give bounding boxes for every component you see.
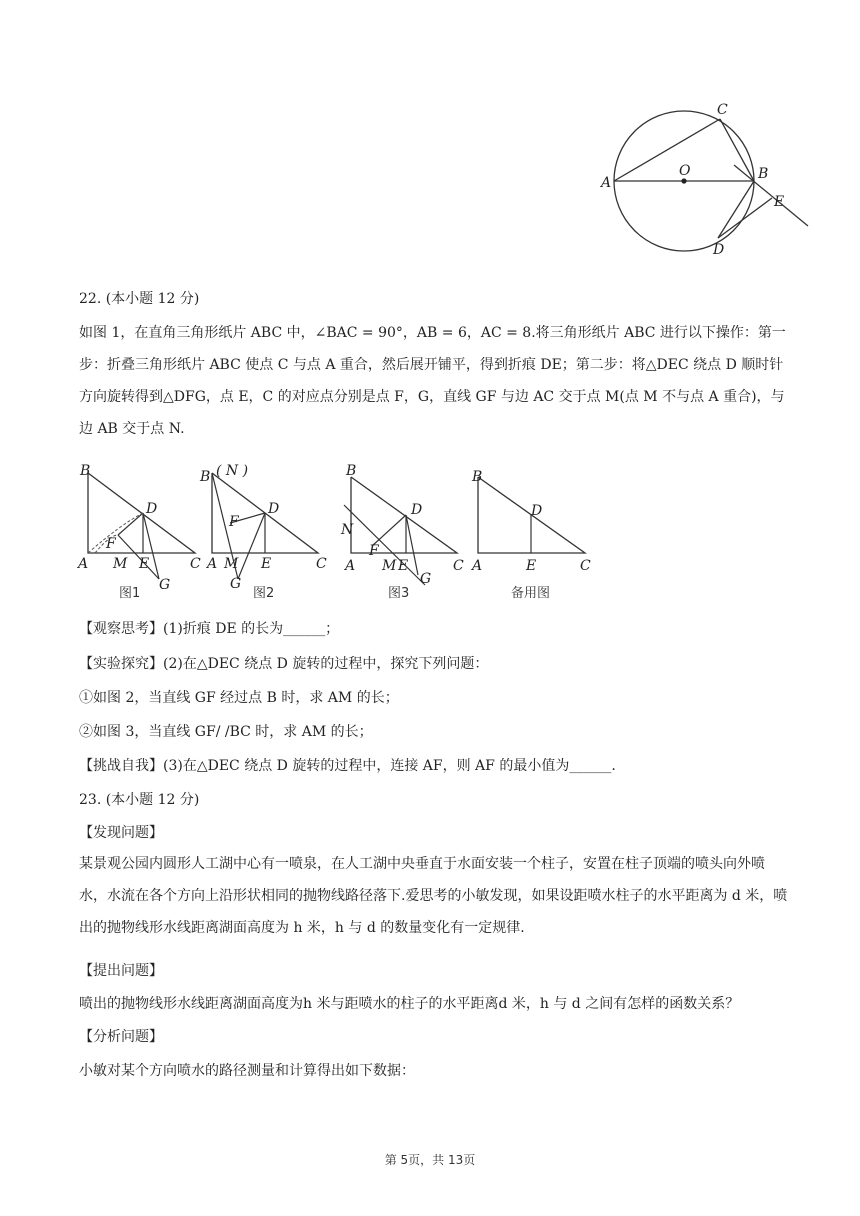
fig1-label-f: F — [106, 536, 116, 552]
chord-ac — [614, 119, 720, 181]
label-b: B — [758, 166, 769, 182]
fig2-label-c: C — [316, 556, 327, 572]
q22-explore-title: 【实验探究】(2)在△DEC 绕点 D 旋转的过程中，探究下列问题： — [79, 656, 489, 672]
label-o: O — [679, 163, 691, 179]
fig3-label-b: B — [346, 463, 357, 479]
fig3-label-m: M — [382, 558, 397, 574]
fig4-label-c: C — [580, 558, 591, 574]
fig1-label-c: C — [190, 556, 201, 572]
label-c: C — [717, 102, 728, 118]
q22-challenge: 【挑战自我】(3)在△DEC 绕点 D 旋转的过程中，连接 AF，则 AF 的最小值为______. — [79, 758, 616, 774]
fig3-label-f: F — [369, 543, 379, 559]
fig1-label-a: A — [78, 556, 89, 572]
q23-analyze-body: 小敏对某个方向喷水的路径测量和计算得出如下数据： — [79, 1063, 415, 1079]
fig3-label-g: G — [420, 571, 432, 587]
fig4-label-e: E — [526, 558, 537, 574]
q22-body: 如图 1，在直角三角形纸片 ABC 中，∠BAC = 90°，AB = 6，AC = 8.将三角形纸片 ABC 进行以下操作：第一步：折叠三角形纸片 ABC 使点 C 与点 A 重合，然后展开铺平，得到折痕 DE；第二步：将△DEC 绕点 D 顺时针方向旋转得到△DFG，点 E，C 的对应点分别是点 F，G，直线 GF 与边 AC 交于点 M(点 M 不与点 A 重合)，与边 AB 交于点 N. — [79, 325, 786, 437]
q22-explore-1: ①如图 2，当直线 GF 经过点 B 时，求 AM 的长； — [79, 690, 399, 706]
circle-figure — [0, 0, 860, 270]
fig1-label-b: B — [80, 463, 91, 479]
fig4-label-b: B — [472, 469, 483, 485]
fig2-label-m: M — [224, 556, 239, 572]
fig3-label-a: A — [345, 558, 356, 574]
fig2-label-g: G — [230, 576, 242, 592]
figure-2 — [199, 463, 327, 601]
page-footer: 第 5页，共 13页 — [384, 1153, 476, 1167]
fig3-label-e: E — [398, 558, 409, 574]
fig3-label-d: D — [411, 502, 423, 518]
fig1-caption: 图1 — [119, 586, 141, 601]
fig3-caption: 图3 — [388, 586, 410, 601]
center-point — [681, 178, 686, 183]
fig3-label-n: N — [341, 522, 354, 538]
fig4-label-a: A — [472, 558, 483, 574]
q22-observe: 【观察思考】(1)折痕 DE 的长为______； — [79, 621, 340, 637]
fig1-label-e: E — [139, 556, 150, 572]
q23-discover-body: 某景观公园内圆形人工湖中心有一喷泉，在人工湖中央垂直于水面安装一个柱子，安置在柱子顶端的喷头向外喷水，水流在各个方向上沿形状相同的抛物线路径落下.爱思考的小敏发现，如果设距喷水柱子的水平距离为 d 米，喷出的抛物线形水线距离湖面高度为 h 米，h 与 d 的数量变化有一定规律. — [79, 856, 788, 936]
fig2-label-n: ( N ) — [216, 463, 249, 479]
fig2-label-d: D — [268, 501, 280, 517]
fig3-label-c: C — [453, 558, 464, 574]
fig2-label-f: F — [229, 514, 239, 530]
chord-cb — [720, 119, 754, 181]
fig1-label-d: D — [146, 501, 158, 517]
q23-ask-body: 喷出的抛物线形水线距离湖面高度为h 米与距喷水的柱子的水平距离d 米，h 与 d 之间有怎样的函数关系？ — [79, 996, 740, 1012]
label-a: A — [601, 175, 612, 191]
q23-discover-title: 【发现问题】 — [79, 825, 163, 841]
q22-heading: 22. (本小题 12 分) — [79, 291, 200, 307]
q22-explore-2: ②如图 3，当直线 GF/ /BC 时，求 AM 的长； — [79, 724, 373, 740]
figure-4 — [470, 469, 591, 601]
fig2-label-a: A — [207, 556, 218, 572]
fig1-label-g: G — [159, 577, 171, 593]
q22-figures — [0, 455, 860, 605]
q23-analyze-title: 【分析问题】 — [79, 1029, 163, 1045]
figure-1 — [76, 463, 201, 601]
label-e: E — [774, 194, 785, 210]
fig1-label-m: M — [113, 556, 128, 572]
fig2-caption: 图2 — [253, 586, 275, 601]
fig4-label-d: D — [531, 503, 543, 519]
q23-ask-title: 【提出问题】 — [79, 963, 163, 979]
fig4-caption: 备用图 — [511, 586, 551, 601]
fig2-label-b: B — [200, 469, 211, 485]
figure-3 — [340, 463, 464, 601]
label-d: D — [713, 242, 725, 258]
fig2-label-e: E — [261, 556, 272, 572]
q23-heading: 23. (本小题 12 分) — [79, 792, 200, 808]
line-de — [718, 198, 772, 238]
